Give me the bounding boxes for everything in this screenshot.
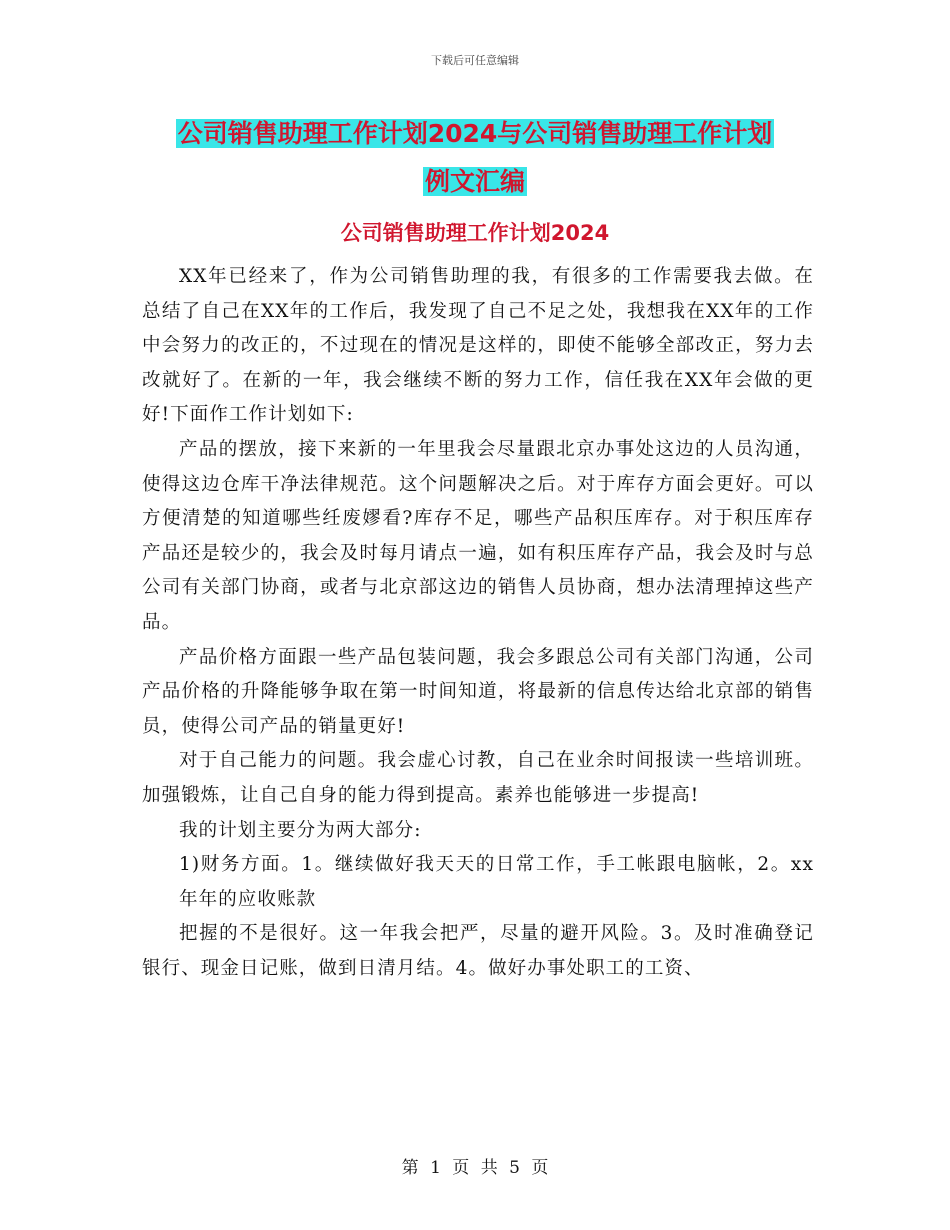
title-line-1: 公司销售助理工作计划2024与公司销售助理工作计划	[177, 119, 773, 148]
paragraph: 我的计划主要分为两大部分:	[179, 819, 422, 841]
section-title: 公司销售助理工作计划2024	[340, 221, 610, 245]
document-title	[100, 110, 850, 206]
paragraph: 产品价格方面跟一些产品包装问题，我会多跟总公司有关部门沟通，公司产品价格的升降能够争取在第一时间知道，将最新的信息传达给北京部的销售员，使得公司产品的销量更好!	[142, 646, 814, 737]
paragraph: 产品的摆放，接下来新的一年里我会尽量跟北京办事处这边的人员沟通，使得这边仓库干净法律规范。这个问题解决之后。对于库存方面会更好。可以方便清楚的知道哪些纴废嫪看?库存不足，哪些产品积压库存。对于积压库存产品还是较少的，我会及时每月请点一遍，如有积压库存产品，我会及时与总公司有关部门协商，或者与北京部这边的销售人员协商，想办法清理掉这些产品。	[142, 438, 814, 633]
paragraph: XX年已经来了，作为公司销售助理的我，有很多的工作需要我去做。在总结了自己在XX年的工作后，我发现了自己不足之处，我想我在XX年的工作中会努力的改正的，不过现在的情况是这样的，即使不能够全部改正，努力去改就好了。在新的一年，我会继续不断的努力工作，信任我在XX年会做的更好!下面作工作计划如下:	[142, 266, 814, 426]
paragraph: 把握的不是很好。这一年我会把严，尽量的避开风险。3。及时准确登记银行、现金日记账，做到日清月结。4。做好办事处职工的工资、	[142, 923, 814, 979]
header-note: 下载后可任意编辑	[431, 54, 519, 67]
paragraph: 1)财务方面。1。继续做好我天天的日常工作，手工帐跟电脑帐，2。xx年年的应收账款	[179, 854, 814, 910]
page-footer: 第 1 页 共 5 页	[401, 1158, 549, 1178]
title-line-2: 例文汇编	[424, 167, 525, 196]
document-body	[142, 260, 814, 986]
paragraph: 对于自己能力的问题。我会虚心讨教，自己在业余时间报读一些培训班。加强锻炼，让自己自身的能力得到提高。素养也能够进一步提高!	[142, 750, 814, 806]
